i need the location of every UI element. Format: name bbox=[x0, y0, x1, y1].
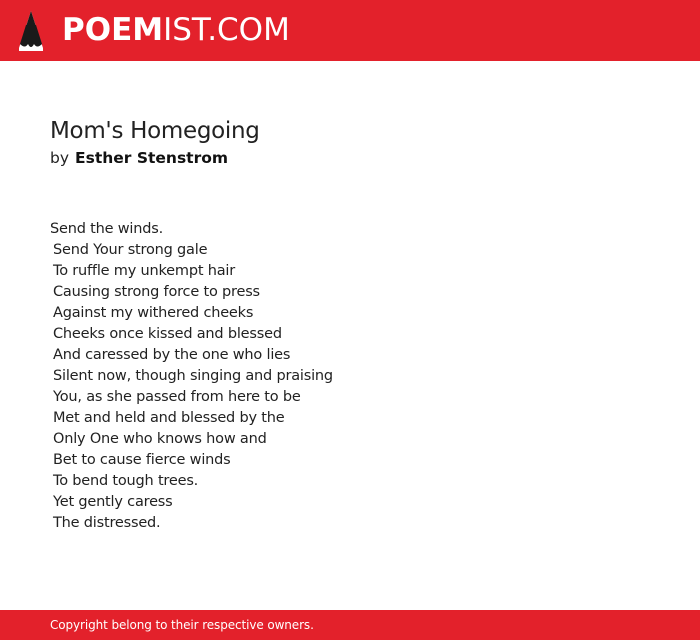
byline bbox=[50, 147, 670, 169]
poem-line: Cheeks once kissed and blessed bbox=[53, 326, 282, 342]
poem-line: Against my withered cheeks bbox=[53, 305, 254, 321]
poem-content bbox=[50, 115, 670, 534]
poem-line: Send Your strong gale bbox=[53, 242, 208, 258]
logo-light-text: IST.COM bbox=[163, 12, 290, 48]
poem-line: To ruffle my unkempt hair bbox=[53, 263, 235, 279]
logo-wordmark bbox=[62, 12, 290, 48]
poem-line: Silent now, though singing and praising bbox=[53, 368, 333, 384]
author-link[interactable]: Esther Stenstrom bbox=[75, 149, 229, 167]
poem-line: Yet gently caress bbox=[53, 494, 173, 510]
poem-line: You, as she passed from here to be bbox=[53, 389, 301, 405]
copyright-text: Copyright belong to their respective owners. bbox=[50, 618, 314, 632]
poem-line: Met and held and blessed by the bbox=[53, 410, 285, 426]
poem-line: The distressed. bbox=[53, 515, 161, 531]
poem-line: And caressed by the one who lies bbox=[53, 347, 291, 363]
site-header bbox=[0, 0, 700, 61]
logo-strong-text: POEM bbox=[62, 12, 164, 48]
by-label: by bbox=[50, 149, 70, 167]
poem-line: Causing strong force to press bbox=[53, 284, 260, 300]
poem-line: Only One who knows how and bbox=[53, 431, 267, 447]
poem-title: Mom's Homegoing bbox=[50, 118, 260, 144]
site-logo-link[interactable] bbox=[18, 10, 290, 52]
pencil-icon bbox=[18, 10, 44, 52]
poem-line: To bend tough trees. bbox=[53, 473, 199, 489]
poem-body bbox=[50, 219, 670, 534]
site-footer bbox=[0, 610, 700, 640]
poem-line: Bet to cause fierce winds bbox=[53, 452, 231, 468]
poem-line: Send the winds. bbox=[50, 221, 163, 237]
